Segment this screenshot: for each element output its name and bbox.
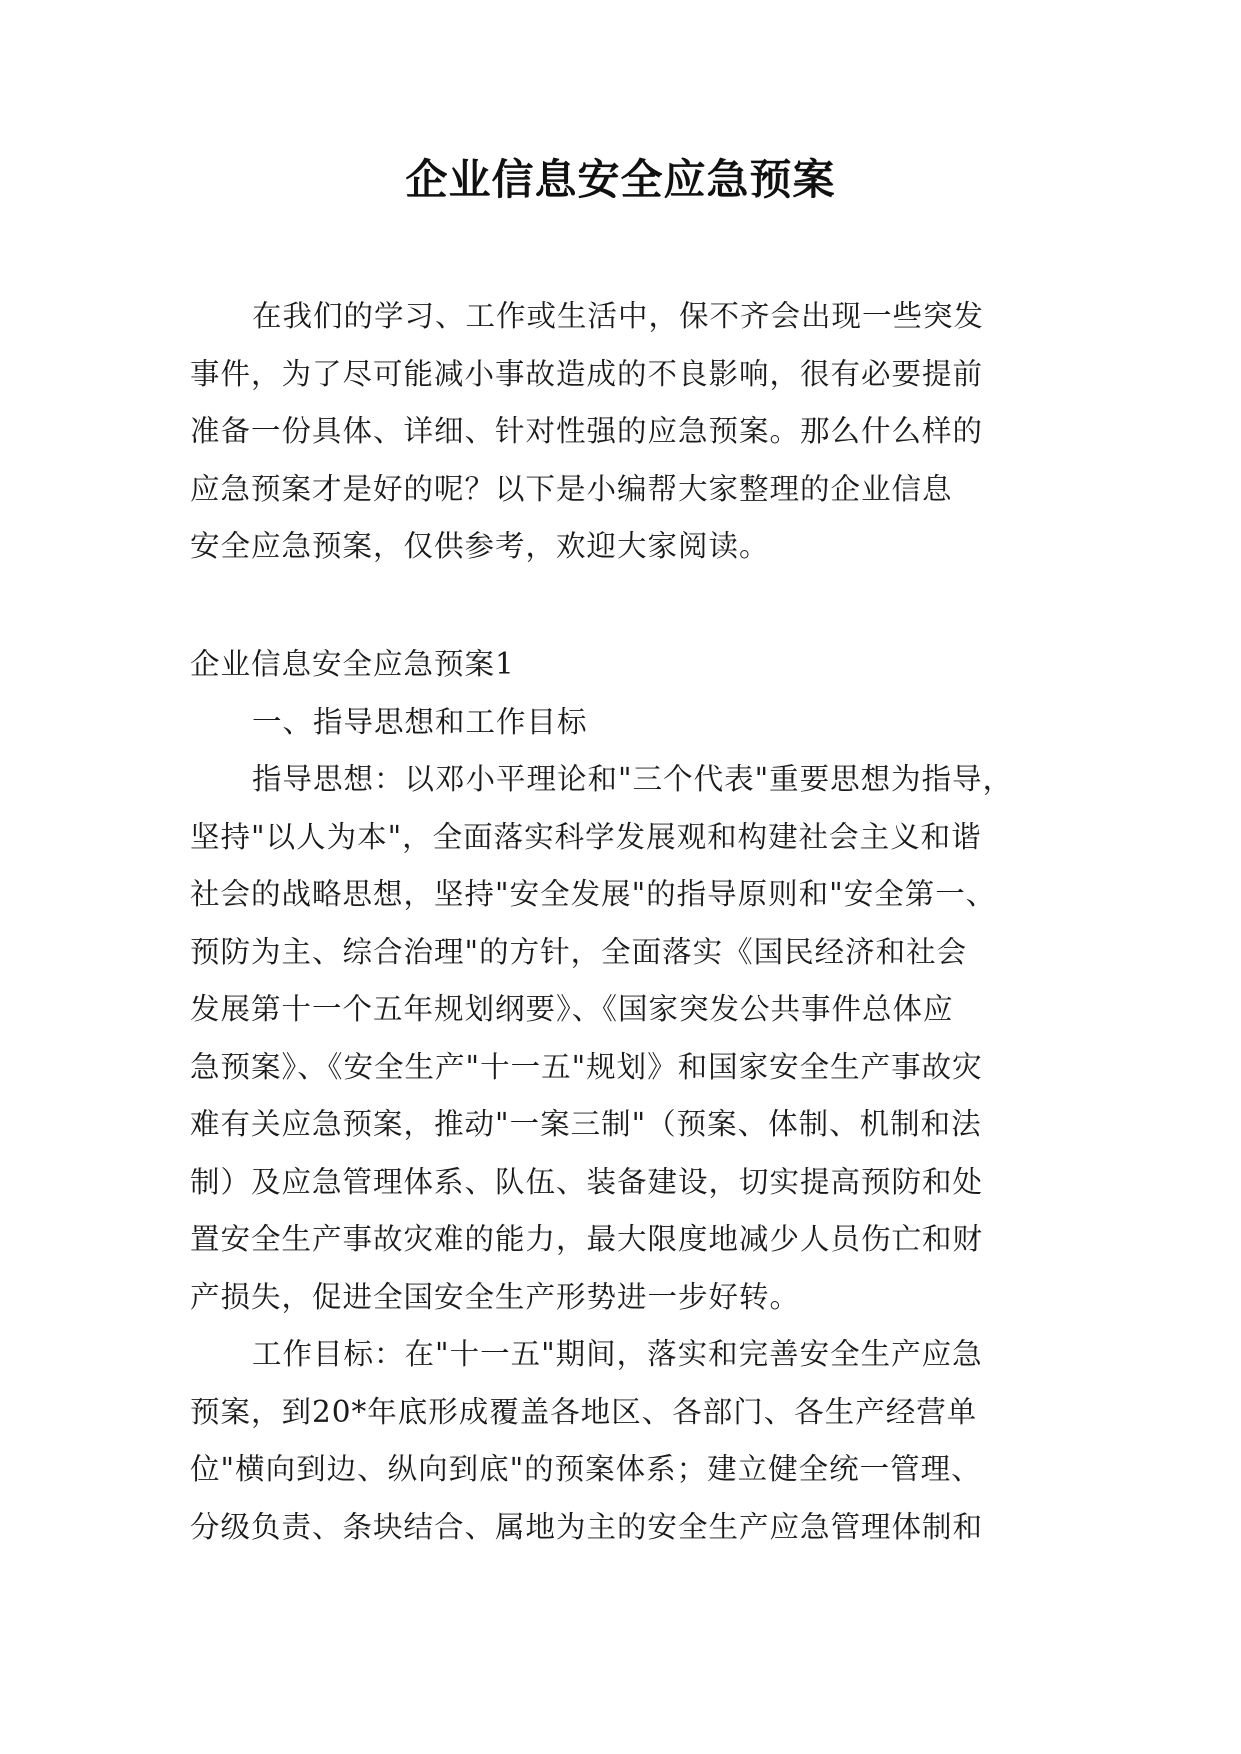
guiding-thought-line: 预防为主、综合治理"的方针，全面落实《国民经济和社会 — [190, 934, 968, 969]
guiding-thought-line: 发展第十一个五年规划纲要》、《国家突发公共事件总体应 — [190, 992, 954, 1026]
guiding-thought-line: 坚持"以人为本"，全面落实科学发展观和构建社会主义和谐 — [190, 819, 982, 854]
intro-paragraph — [190, 288, 1070, 576]
guiding-thought-line: 置安全生产事故灾难的能力，最大限度地减少人员伤亡和财 — [190, 1222, 984, 1256]
guiding-thought-line: 制）及应急管理体系、队伍、装备建设，切实提高预防和处 — [190, 1164, 984, 1199]
guiding-thought-line: 指导思想：以邓小平理论和"三个代表"重要思想为指导， — [252, 762, 1014, 796]
intro-line: 应急预案才是好的呢？以下是小编帮大家整理的企业信息 — [190, 471, 953, 506]
intro-line: 事件，为了尽可能减小事故造成的不良影响，很有必要提前 — [190, 356, 984, 391]
guiding-thought-line: 急预案》、《安全生产"十一五"规划》和国家安全生产事故灾 — [190, 1049, 983, 1084]
intro-line: 在我们的学习、工作或生活中，保不齐会出现一些突发 — [252, 299, 985, 333]
section-body — [190, 636, 1070, 1556]
guiding-thought-line: 难有关应急预案，推动"一案三制"（预案、体制、机制和法 — [190, 1107, 982, 1141]
guiding-thought-line: 社会的战略思想，坚持"安全发展"的指导原则和"安全第一、 — [190, 877, 997, 911]
work-goal-line: 位"横向到边、纵向到底"的预案体系；建立健全统一管理、 — [190, 1452, 982, 1486]
guiding-thought-line: 产损失，促进全国安全生产形势进一步好转。 — [190, 1279, 801, 1314]
section-heading: 企业信息安全应急预案1 — [190, 647, 515, 681]
intro-line: 准备一份具体、详细、针对性强的应急预案。那么什么样的 — [190, 414, 984, 448]
document-title: 企业信息安全应急预案 — [405, 155, 836, 204]
work-goal-line: 分级负责、条块结合、属地为主的安全生产应急管理体制和 — [190, 1509, 984, 1544]
work-goal-line: 预案，到20*年底形成覆盖各地区、各部门、各生产经营单 — [190, 1394, 978, 1429]
work-goal-line: 工作目标：在"十一五"期间，落实和完善安全生产应急 — [252, 1337, 983, 1371]
section-subheading: 一、指导思想和工作目标 — [252, 704, 588, 739]
intro-line: 安全应急预案，仅供参考，欢迎大家阅读。 — [190, 529, 770, 563]
